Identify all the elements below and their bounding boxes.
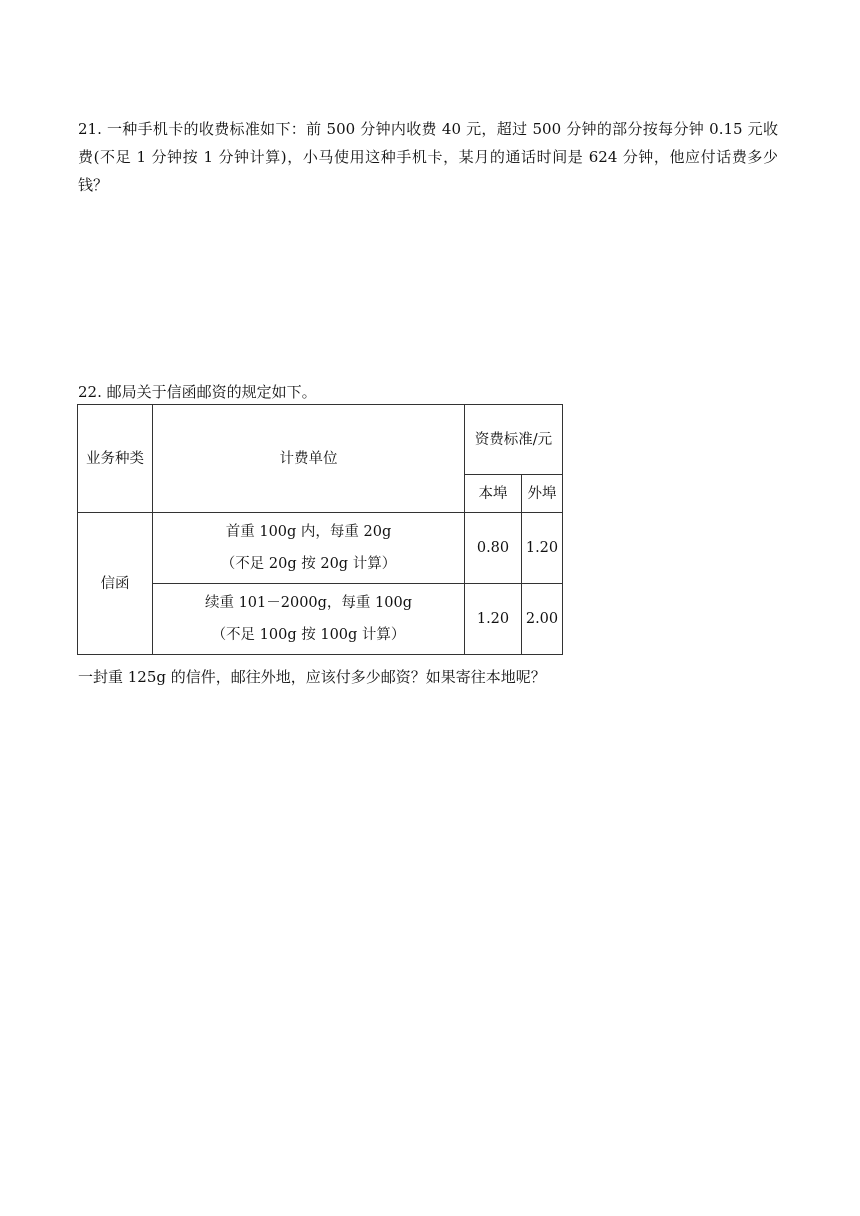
header-billing-unit: 计费单位	[153, 405, 465, 513]
billing-unit-note: （不足 100g 按 100g 计算）	[211, 627, 406, 643]
rate-local: 0.80	[465, 513, 522, 584]
question-22-text: 一封重 125g 的信件，邮往外地，应该付多少邮资？如果寄往本地呢？	[78, 668, 546, 686]
billing-unit-line: 续重 101－2000g，每重 100g	[204, 595, 413, 611]
question-21-text: 21. 一种手机卡的收费标准如下：前 500 分钟内收费 40 元，超过 500 分钟的部分按每分钟 0.15 元收费(不足 1 分钟按 1 分钟计算)，小马使用这种手机卡，某月的通话时间是 624 分钟，他应付话费多少钱？	[78, 120, 778, 194]
question-22-title: 22. 邮局关于信函邮资的规定如下。	[78, 383, 317, 401]
header-local: 本埠	[465, 475, 522, 513]
header-category: 业务种类	[78, 405, 153, 513]
category-letter: 信函	[78, 513, 153, 655]
header-nonlocal: 外埠	[522, 475, 563, 513]
table-header-row	[78, 405, 563, 475]
header-rate-standard: 资费标准/元	[465, 405, 563, 475]
table-row	[78, 513, 563, 584]
billing-unit-note: （不足 20g 按 20g 计算）	[220, 556, 397, 572]
rate-nonlocal: 1.20	[522, 513, 563, 584]
postage-rate-table	[77, 404, 563, 655]
rate-nonlocal: 2.00	[522, 584, 563, 655]
billing-unit-first-weight	[153, 513, 465, 584]
rate-local: 1.20	[465, 584, 522, 655]
billing-unit-additional-weight	[153, 584, 465, 655]
billing-unit-line: 首重 100g 内，每重 20g	[225, 524, 392, 540]
